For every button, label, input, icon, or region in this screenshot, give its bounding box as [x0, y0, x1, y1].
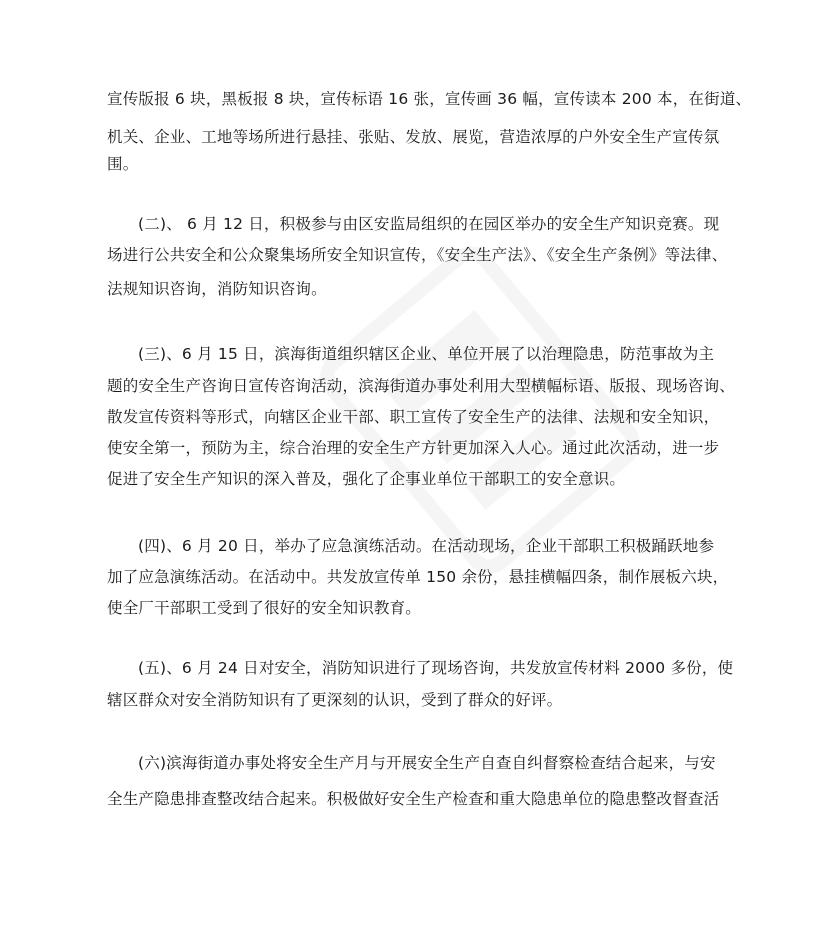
paragraph-5-line-2: 辖区群众对安全消防知识有了更深刻的认识，受到了群众的好评。	[107, 691, 563, 709]
paragraph-1-line-1: 宣传版报 6 块，黑板报 8 块，宣传标语 16 张，宣传画 36 幅，宣传读本 200 本，在街道、	[107, 90, 752, 108]
paragraph-2-line-3: 法规知识咨询，消防知识咨询。	[107, 280, 327, 298]
paragraph-5-line-1: (五)、6 月 24 日对安全，消防知识进行了现场咨询，共发放宣传材料 2000 多份，使	[138, 659, 734, 677]
paragraph-4-line-3: 使全厂干部职工受到了很好的安全知识教育。	[107, 599, 422, 617]
paragraph-3-line-3: 散发宣传资料等形式，向辖区企业干部、职工宣传了安全生产的法律、法规和安全知识，	[107, 408, 720, 426]
paragraph-4-line-1: (四)、6 月 20 日，举办了应急演练活动。在活动现场，企业干部职工积极踊跃地参	[138, 537, 715, 555]
paragraph-4-line-2: 加了应急演练活动。在活动中。共发放宣传单 150 余份，悬挂横幅四条，制作展板六块，	[107, 568, 729, 586]
paragraph-1-line-3: 围。	[107, 155, 139, 173]
paragraph-3-line-1: (三)、6 月 15 日，滨海街道组织辖区企业、单位开展了以治理隐患，防范事故为主	[138, 345, 715, 363]
paragraph-3-line-2: 题的安全生产咨询日宣传咨询活动，滨海街道办事处利用大型横幅标语、版报、现场咨询、	[107, 377, 736, 395]
paragraph-3-line-5: 促进了安全生产知识的深入普及，强化了企事业单位干部职工的安全意识。	[107, 470, 626, 488]
paragraph-2-line-1: (二)、 6 月 12 日，积极参与由区安监局组织的在园区举办的安全生产知识竞赛。现	[138, 215, 720, 233]
paragraph-6-line-2: 全生产隐患排查整改结合起来。积极做好安全生产检查和重大隐患单位的隐患整改督查活	[107, 790, 720, 808]
paragraph-1-line-2: 机关、企业、工地等场所进行悬挂、张贴、发放、展览，营造浓厚的户外安全生产宣传氛	[107, 128, 720, 146]
paragraph-2-line-2: 场进行公共安全和公众聚集场所安全知识宣传，《安全生产法》、《安全生产条例》等法律、	[107, 246, 728, 264]
paragraph-3-line-4: 使安全第一，预防为主，综合治理的安全生产方针更加深入人心。通过此次活动，进一步	[107, 439, 720, 457]
paragraph-6-line-1: (六)滨海街道办事处将安全生产月与开展安全生产自查自纠督察检查结合起来，与安	[138, 754, 716, 772]
